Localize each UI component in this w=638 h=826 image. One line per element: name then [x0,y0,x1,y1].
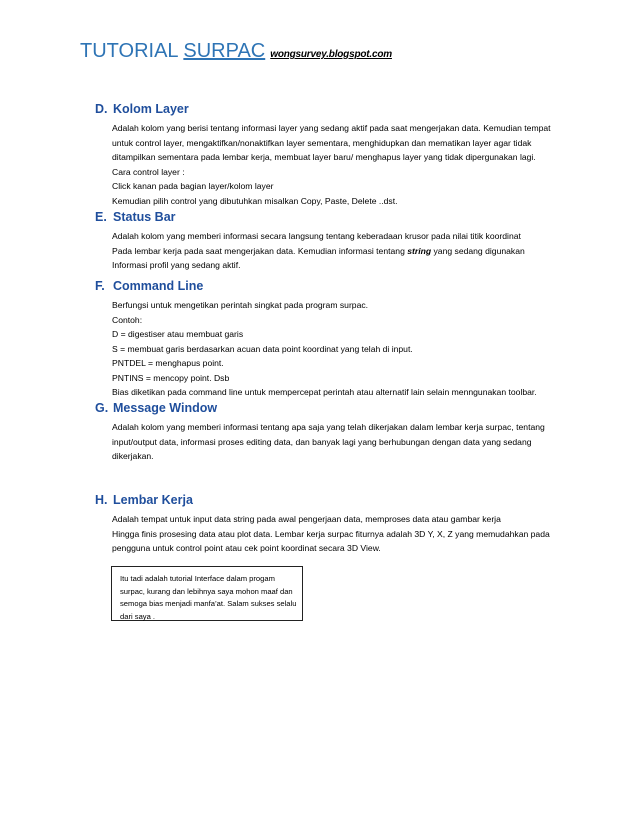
body-line: S = membuat garis berdasarkan acuan data point koordinat yang telah di input. [112,343,413,354]
body-text: yang sedang digunakan [431,245,525,256]
body-line: ditampilkan sementara pada lembar kerja, membuat layer baru/ menghapus layer yang tidak dipergunakan lagi. [112,152,536,162]
note-line: dari saya . [120,611,156,621]
body-line: untuk control layer, mengaktifkan/nonaktifkan layer sementara, menghidupkan dan mematikan layer agar tidak [112,137,532,148]
section-letter: D. [95,102,108,116]
section-lembar-kerja [95,491,565,556]
header-subtitle: wongsurvey.blogspot.com [270,49,392,60]
section-title: Kolom Layer [113,102,189,116]
section-letter: H. [95,493,108,507]
section-message-window [95,399,565,464]
section-heading [95,208,565,226]
body-line: Adalah kolom yang berisi tentang informasi layer yang sedang aktif pada saat mengerjakan data. Kemudian tempat [112,123,551,133]
note-line: semoga bias menjadi manfa’at. Salam sukses selalu [120,599,297,608]
section-body [112,420,565,464]
section-kolom-layer [95,100,565,208]
body-line: PNTINS = mencopy point. Dsb [112,372,230,383]
body-line: Kemudian pilih control yang dibutuhkan misalkan Copy, Paste, Delete ..dst. [112,195,398,206]
section-command-line [95,277,565,400]
body-line [112,244,565,259]
header-title-part1: TUTORIAL [80,40,184,62]
body-line: D = digestiser atau membuat garis [112,329,244,339]
body-line: Cara control layer : [112,166,185,177]
body-line: Hingga finis prosesing data atau plot data. Lembar kerja surpac fiturnya adalah 3D Y, X, Z yang memudahkan pada [112,528,550,539]
section-heading [95,399,565,417]
section-heading [95,100,565,118]
body-text: Pada lembar kerja pada saat mengerjakan data. Kemudian informasi tentang [112,245,408,256]
body-line: Click kanan pada bagian layer/kolom layer [112,181,274,191]
body-line: Adalah kolom yang memberi informasi secara langsung tentang keberadaan krusor pada nilai titik koordinat [112,231,521,241]
header-title-part2: SURPAC [183,40,266,62]
header-title [80,40,265,63]
section-status-bar [95,208,565,273]
body-line: Adalah kolom yang memberi informasi tentang apa saja yang telah dikerjakan dalam lembar kerja surpac, tentang [112,422,545,432]
body-line: Informasi profil yang sedang aktif. [112,260,241,270]
section-letter: E. [95,210,107,224]
section-heading [95,491,565,509]
section-body [112,121,565,208]
body-line: Bias diketikan pada command line untuk mempercepat perintah atau alternatif lain selain menngunakan toolbar. [112,387,537,397]
page-header [80,40,392,63]
section-heading [95,277,565,295]
section-title: Command Line [113,279,204,293]
emphasis-text: string [407,245,432,256]
section-body [112,298,565,400]
body-line: input/output data, informasi proses editing data, dan banyak lagi yang berhubungan dengan data yang sedang [112,436,532,447]
body-line: PNTDEL = menghapus point. [112,358,224,368]
section-title: Message Window [113,401,218,415]
section-body [112,229,565,273]
body-line: Berfungsi untuk mengetikan perintah singkat pada program surpac. [112,300,369,310]
note-line: surpac, kurang dan lebihnya saya mohon maaf dan [120,586,293,596]
body-line: pengguna untuk control point atau cek point koordinat secara 3D View. [112,543,381,553]
section-title: Lembar Kerja [113,493,193,507]
note-line: Itu tadi adalah tutorial Interface dalam progam [120,574,275,583]
body-line: Contoh: [112,314,143,325]
section-title: Status Bar [113,210,176,224]
body-line: Adalah tempat untuk input data string pada awal pengerjaan data, memproses data atau gambar kerja [112,514,501,524]
section-letter: F. [95,279,105,293]
section-letter: G. [95,401,109,415]
body-line: dikerjakan. [112,451,154,461]
section-body [112,512,565,556]
closing-note-box [111,566,303,621]
